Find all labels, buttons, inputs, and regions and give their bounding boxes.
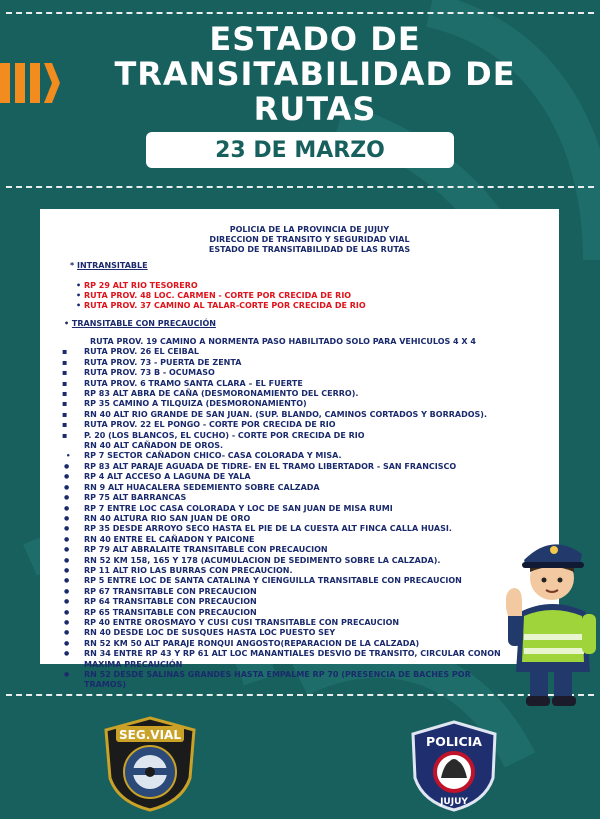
section-marker: • — [64, 319, 70, 328]
date-label: 23 DE MARZO — [215, 137, 385, 163]
poster-title — [70, 22, 560, 127]
seg-vial-title: SEG.VIAL — [119, 728, 181, 742]
transitable-item: ● RN 52 KM 50 ALT PARAJE RONQUI ANGOSTO(REPARACION DE LA CALZADA) — [40, 639, 559, 649]
transitable-item: ▪ RUTA PROV. 6 TRAMO SANTA CLARA – EL FUERTE — [40, 379, 559, 389]
document-card — [40, 209, 559, 690]
transitable-item: ● RP 79 ALT ABRALAITE TRANSITABLE CON PRECAUCION — [40, 545, 559, 555]
transitable-item: ▪ RP 83 ALT ABRA DE CAÑA (DESMORONAMIENTO DEL CERRO). — [40, 389, 559, 399]
section-transitable-heading — [64, 319, 559, 329]
header-line-2: DIRECCION DE TRANSITO Y SEGURIDAD VIAL — [209, 235, 410, 244]
transitable-item: ▪ RUTA PROV. 73 B - OCUMASO — [40, 368, 559, 378]
transitable-item: • RP 7 SECTOR CAÑADON CHICO- CASA COLORADA Y MISA. — [40, 451, 559, 461]
upper-dashed-line — [6, 186, 594, 188]
transitable-item: ● RP 4 ALT ACCESO A LAGUNA DE YALA — [40, 472, 559, 482]
transitable-item: ● RP 65 TRANSITABLE CON PRECAUCION — [40, 608, 559, 618]
policia-title: POLICIA — [426, 734, 482, 749]
transitable-list — [40, 337, 559, 691]
transitable-item: ● RP 67 TRANSITABLE CON PRECAUCION — [40, 587, 559, 597]
transitable-item: ▪ RUTA PROV. 26 EL CEIBAL — [40, 347, 559, 357]
transitable-item: RUTA PROV. 19 CAMINO A NORMENTA PASO HABILITADO SOLO PARA VEHICULOS 4 X 4 — [90, 337, 476, 346]
transitable-item: ▪ RUTA PROV. 73 - PUERTA DE ZENTA — [40, 358, 559, 368]
section-marker: * — [70, 261, 75, 270]
transitable-item: ● RP 5 ENTRE LOC DE SANTA CATALINA Y CIENGUILLA TRANSITABLE CON PRECAUCION — [40, 576, 559, 586]
transitable-item: ● RN 52 KM 158, 165 Y 178 (ACUMULACION DE SEDIMENTO SOBRE LA CALZADA). — [40, 556, 559, 566]
top-dashed-line — [6, 12, 594, 14]
transitable-item: ● RP 83 ALT PARAJE AGUADA DE TIDRE- EN EL TRAMO LIBERTADOR - SAN FRANCISCO — [40, 462, 559, 472]
transitable-item: RN 40 ALT CAÑADON DE OROS. — [84, 441, 224, 451]
transitable-item: ▪ P. 20 (LOS BLANCOS, EL CUCHO) - CORTE POR CRECIDA DE RIO — [40, 431, 559, 441]
transitable-item: ● RP 40 ENTRE OROSMAYO Y CUSI CUSI TRANSITABLE CON PRECAUCION — [40, 618, 559, 628]
transitable-item: ● RN 40 ALTURA RIO SAN JUAN DE ORO — [40, 514, 559, 524]
transitable-item: ▪ RN 40 ALT RIO GRANDE DE SAN JUAN. (SUP. BLANDO, CAMINOS CORTADOS Y BORRADOS). — [40, 410, 559, 420]
jujuy-label: JUJUY — [440, 797, 468, 807]
transitable-item: ● RP 11 ALT RIO LAS BURRAS CON PRECAUCION. — [40, 566, 559, 576]
transitable-item: ● RN 34 ENTRE RP 43 Y RP 61 ALT LOC MANANTIALES DESVIO DE TRANSITO, CIRCULAR CONON MAXIMA PRECAUCIÓN — [40, 649, 559, 670]
section-heading-label: INTRANSITABLE — [76, 261, 148, 270]
intransitable-item: • RUTA PROV. 48 LOC. CARMEN - CORTE POR CRECIDA DE RIO — [60, 291, 559, 301]
transitable-item: ▪ RP 35 CAMINO A TILQUIZA (DESMORONAMIENTO) — [40, 399, 559, 409]
transitable-item: ● RN 52 DESDE SALINAS GRANDES HASTA EMPALME RP 70 (PRESENCIA DE BACHES POR TRAMOS) — [40, 670, 559, 691]
header-line-1: POLICIA DE LA PROVINCIA DE JUJUY — [229, 225, 390, 234]
intransitable-item: • RUTA PROV. 37 CAMINO AL TALAR-CORTE POR CRECIDA DE RIO — [60, 301, 559, 311]
transitable-item: ▪ RUTA PROV. 22 EL PONGO - CORTE POR CRECIDA DE RIO — [40, 420, 559, 430]
transitable-item: ● RP 35 DESDE ARROYO SECO HASTA EL PIE DE LA CUESTA ALT FINCA CALLA HUASI. — [40, 524, 559, 534]
transitable-item: ● RN 40 DESDE LOC DE SUSQUES HASTA LOC PUESTO SEY — [40, 628, 559, 638]
header-line-3: ESTADO DE TRANSITABILIDAD DE LAS RUTAS — [208, 245, 411, 254]
title-line-3: RUTAS — [253, 90, 377, 128]
intransitable-item: • RP 29 ALT RIO TESORERO — [60, 281, 559, 291]
section-intransitable-heading — [70, 261, 559, 271]
police-officer-illustration — [506, 532, 600, 708]
seg-vial-logo — [102, 716, 198, 812]
chevron-arrows-icon — [0, 60, 60, 106]
date-badge — [146, 132, 454, 168]
transitable-item: ● RP 75 ALT BARRANCAS — [40, 493, 559, 503]
title-line-2: TRANSITABILIDAD DE — [114, 55, 516, 93]
section-heading-label: TRANSITABLE CON PRECAUCIÓN — [71, 319, 216, 328]
transitable-item: ● RN 40 ENTRE EL CAÑADON Y PAICONE — [40, 535, 559, 545]
transitable-item: ● RP 7 ENTRE LOC CASA COLORADA Y LOC DE SAN JUAN DE MISA RUMI — [40, 504, 559, 514]
document-header — [40, 225, 559, 255]
title-line-1: ESTADO DE — [209, 20, 421, 58]
intransitable-list — [60, 281, 559, 311]
transitable-item: ● RN 9 ALT HUACALERA SEDEMIENTO SOBRE CALZADA — [40, 483, 559, 493]
policia-jujuy-logo — [409, 720, 499, 812]
transitable-item: ● RP 64 TRANSITABLE CON PRECAUCION — [40, 597, 559, 607]
